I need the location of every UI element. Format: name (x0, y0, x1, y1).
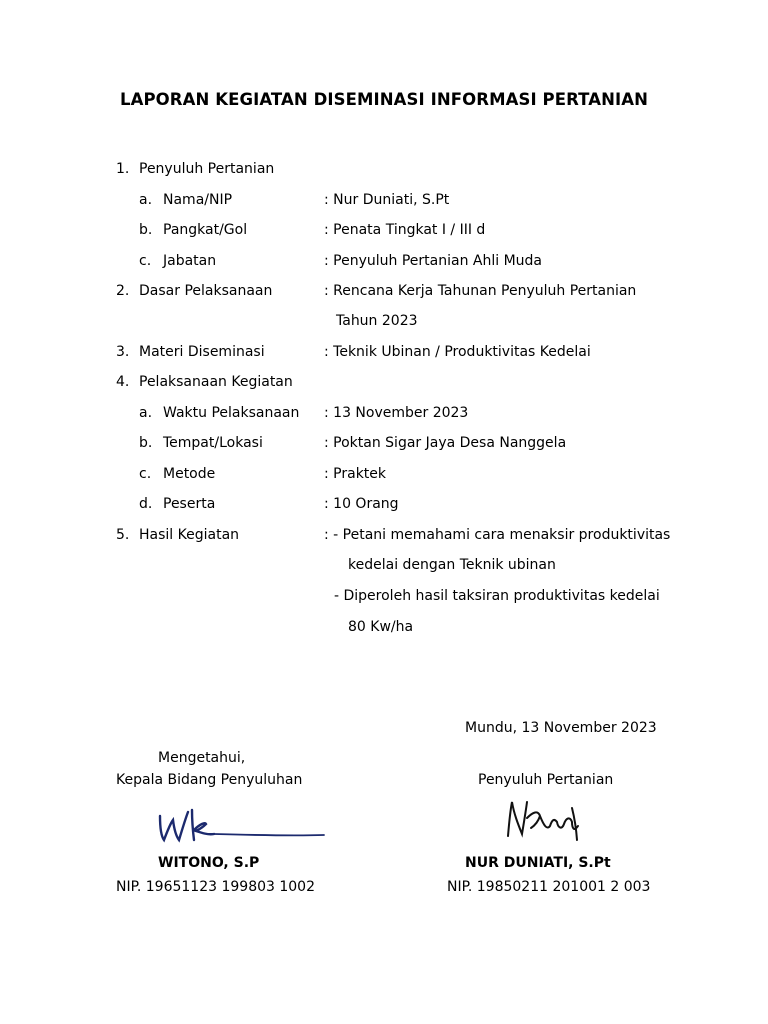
left-signature-image (150, 802, 330, 852)
right-signatory-nip: NIP. 19850211 201001 2 003 (447, 879, 651, 895)
section-1-number: 1. (116, 161, 130, 177)
section-2-value-cont: Tahun 2023 (336, 313, 418, 329)
acknowledged-label: Mengetahui, (158, 750, 246, 766)
item-4d-letter: d. (139, 496, 153, 512)
section-5-number: 5. (116, 527, 130, 543)
section-3-value: : Teknik Ubinan / Produktivitas Kedelai (324, 344, 591, 360)
item-1a-value: : Nur Duniati, S.Pt (324, 192, 450, 208)
item-1a-label: Nama/NIP (163, 192, 233, 208)
right-signatory-position: Penyuluh Pertanian (478, 772, 614, 788)
item-4b-value: : Poktan Sigar Jaya Desa Nanggela (324, 435, 567, 451)
section-4-number: 4. (116, 374, 130, 390)
place-date: Mundu, 13 November 2023 (465, 720, 657, 736)
item-1b-value: : Penata Tingkat I / III d (324, 222, 486, 238)
result-2-line2: 80 Kw/ha (348, 619, 414, 635)
item-4c-label: Metode (163, 466, 216, 482)
item-1c-letter: c. (139, 253, 152, 269)
result-2-line1: - Diperoleh hasil taksiran produktivitas kedelai (334, 588, 660, 604)
document-title: LAPORAN KEGIATAN DISEMINASI INFORMASI PERTANIAN (119, 90, 649, 109)
item-1a-letter: a. (139, 192, 153, 208)
item-4a-value: : 13 November 2023 (324, 405, 469, 421)
item-1c-value: : Penyuluh Pertanian Ahli Muda (324, 253, 542, 269)
section-3-label: Materi Diseminasi (139, 344, 265, 360)
section-2-value: : Rencana Kerja Tahunan Penyuluh Pertanian (324, 283, 637, 299)
item-4a-label: Waktu Pelaksanaan (163, 405, 300, 421)
section-5-label: Hasil Kegiatan (139, 527, 240, 543)
item-1b-letter: b. (139, 222, 153, 238)
item-1b-label: Pangkat/Gol (163, 222, 248, 238)
section-2-number: 2. (116, 283, 130, 299)
left-signatory-name: WITONO, S.P (158, 855, 260, 871)
section-4-label: Pelaksanaan Kegiatan (139, 374, 293, 390)
section-1-label: Penyuluh Pertanian (139, 161, 275, 177)
item-1c-label: Jabatan (163, 253, 217, 269)
item-4d-value: : 10 Orang (324, 496, 399, 512)
item-4b-letter: b. (139, 435, 153, 451)
item-4b-label: Tempat/Lokasi (163, 435, 263, 451)
result-1-line1: : - Petani memahami cara menaksir produktivitas (324, 527, 671, 543)
left-signatory-nip: NIP. 19651123 199803 1002 (116, 879, 315, 895)
item-4a-letter: a. (139, 405, 153, 421)
left-signatory-position: Kepala Bidang Penyuluhan (116, 772, 303, 788)
result-1-line2: kedelai dengan Teknik ubinan (348, 557, 556, 573)
right-signatory-name: NUR DUNIATI, S.Pt (465, 855, 611, 871)
item-4d-label: Peserta (163, 496, 216, 512)
right-signature-image (500, 796, 590, 846)
section-2-label: Dasar Pelaksanaan (139, 283, 273, 299)
item-4c-value: : Praktek (324, 466, 387, 482)
item-4c-letter: c. (139, 466, 152, 482)
section-3-number: 3. (116, 344, 130, 360)
